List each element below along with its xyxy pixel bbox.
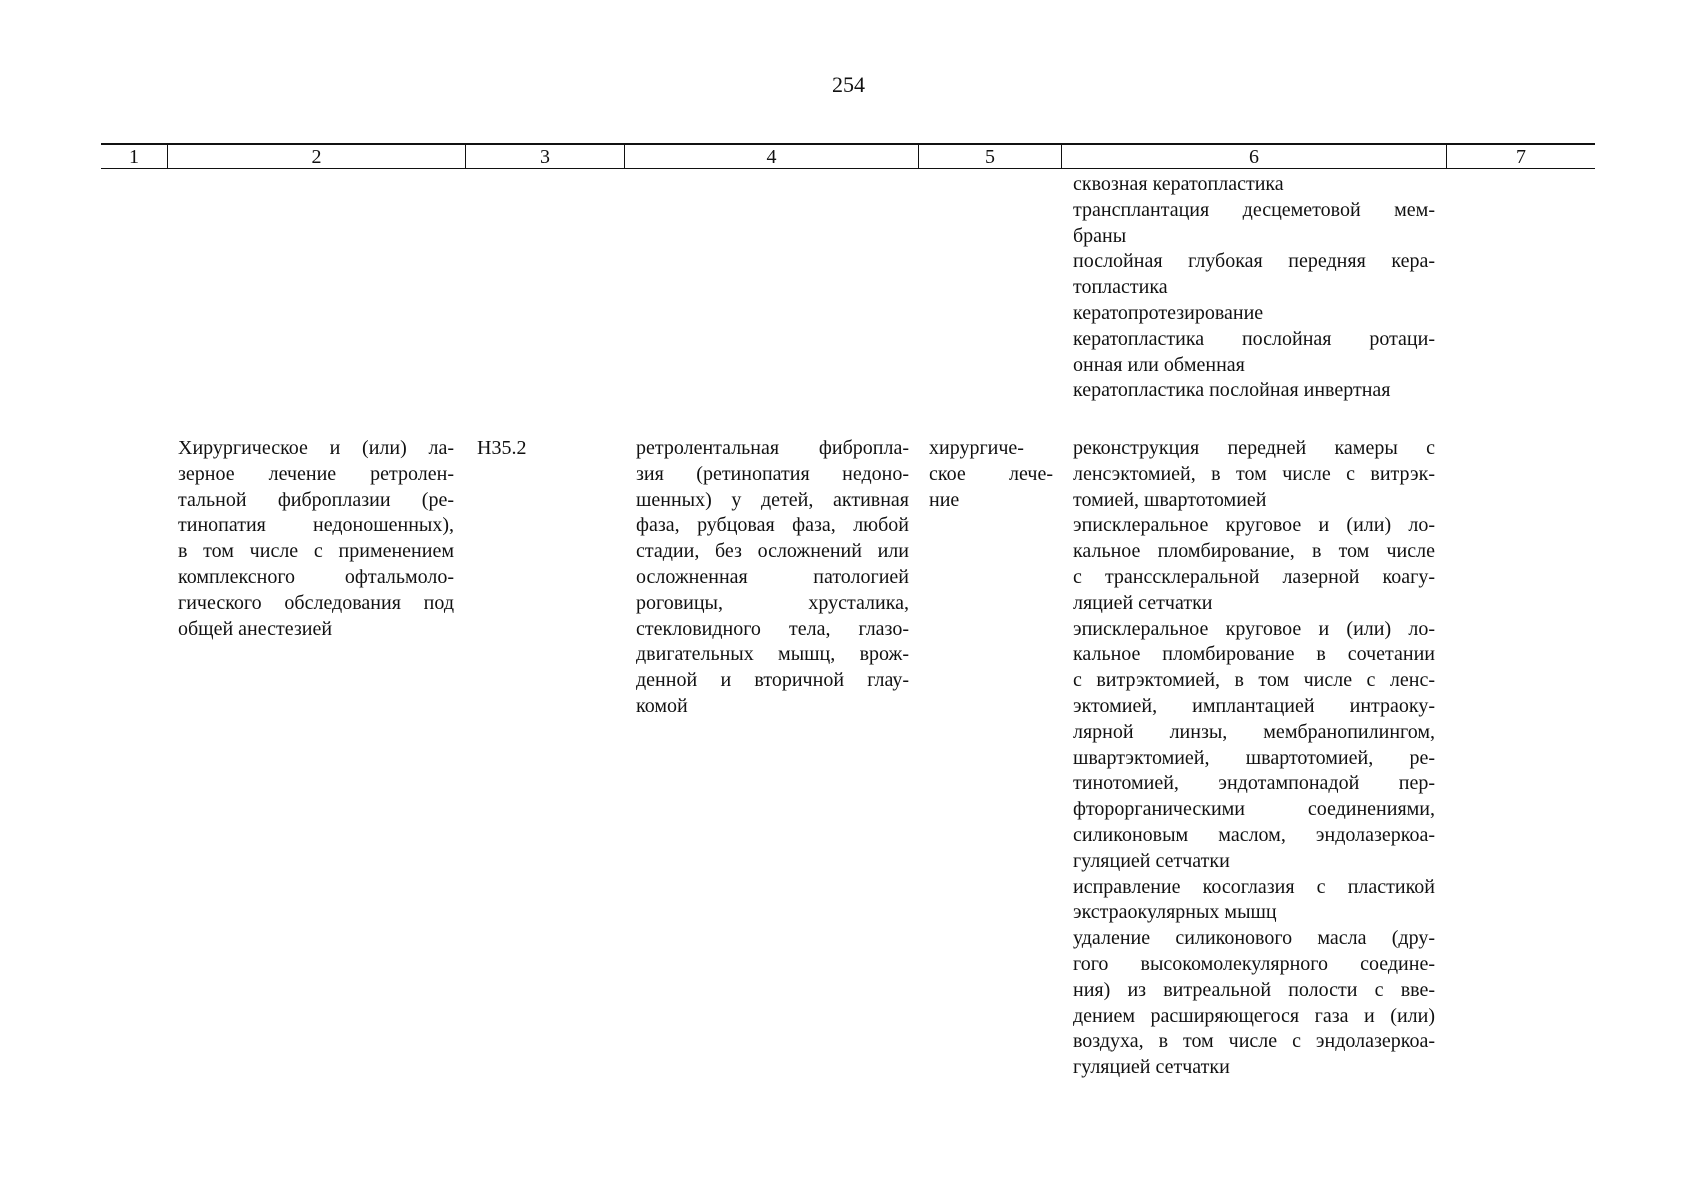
text-line: сквозная кератопластика (1073, 173, 1284, 195)
header-col-1: 1 (101, 145, 168, 169)
text-line: топластика (1073, 276, 1168, 299)
text-line: тинотомией, эндотампонадой пер- (1073, 772, 1435, 795)
text-line: послойная глубокая передняя кера- (1073, 250, 1435, 273)
header-col-5: 5 (919, 145, 1062, 169)
page-number: 254 (832, 72, 865, 97)
text-line: тинопатия недоношенных), (178, 514, 454, 537)
text-line: в том числе с применением (178, 540, 454, 563)
text-line: ленсэктомией, в том числе с витрэк- (1073, 462, 1435, 485)
text-line: трансплантация десцеметовой мем- (1073, 198, 1435, 221)
row-col4-diagnosis (636, 436, 909, 720)
text-line: экстраокулярных мышц (1073, 901, 1277, 924)
text-line: хирургиче- (929, 437, 1024, 459)
text-line: комплексного офтальмоло- (178, 565, 454, 588)
header-col-4: 4 (625, 145, 919, 169)
text-line: стекловидного тела, глазо- (636, 617, 909, 640)
text-line: комой (636, 694, 688, 717)
text-line: ния) из витреальной полости с вве- (1073, 978, 1435, 1001)
row-col6-methods (1073, 436, 1435, 1081)
text-line: воздуха, в том числе с эндолазеркоа- (1073, 1030, 1435, 1053)
text-line: ляцией сетчатки (1073, 591, 1213, 614)
table-header-row (101, 143, 1595, 169)
text-line: двигательных мышц, врож- (636, 643, 909, 666)
text-line: гуляцией сетчатки (1073, 849, 1230, 872)
text-line: зия (ретинопатия недоно- (636, 462, 909, 485)
text-line: силиконовым маслом, эндолазеркоа- (1073, 823, 1435, 846)
text-line: зерное лечение ретролен- (178, 462, 454, 485)
text-line: кератопластика послойная инвертная (1073, 379, 1391, 402)
continuation-col6 (1073, 172, 1435, 404)
header-col-6: 6 (1062, 145, 1447, 169)
text-line: фаза, рубцовая фаза, любой (636, 514, 909, 537)
text-line: гического обследования под (178, 591, 454, 614)
row-col2-treatment-name (178, 436, 454, 642)
text-line: тальной фиброплазии (ре- (178, 488, 454, 511)
text-line: денной и вторичной глау- (636, 669, 909, 692)
text-line: кератопластика послойная ротаци- (1073, 327, 1435, 350)
text-line: кератопротезирование (1073, 301, 1264, 324)
text-line: Хирургическое и (или) ла- (178, 437, 454, 459)
text-line: фторорганическими соединениями, (1073, 798, 1435, 821)
header-col-3: 3 (466, 145, 625, 169)
row-col5-treatment-type (929, 436, 1053, 513)
text-line: эписклеральное круговое и (или) ло- (1073, 617, 1435, 640)
text-line: эписклеральное круговое и (или) ло- (1073, 514, 1435, 537)
text-line: общей анестезией (178, 617, 333, 640)
text-line: эктомией, имплантацией интраоку- (1073, 694, 1435, 717)
text-line: осложненная патологией (636, 565, 909, 588)
text-line: ние (929, 488, 960, 511)
text-line: стадии, без осложнений или (636, 540, 909, 563)
text-line: гуляцией сетчатки (1073, 1056, 1230, 1079)
text-line: гого высокомолекулярного соедине- (1073, 952, 1435, 975)
text-line: с транссклеральной лазерной коагу- (1073, 565, 1435, 588)
text-line: реконструкция передней камеры с (1073, 437, 1435, 459)
row-col3-icd-code: H35.2 (477, 437, 527, 459)
text-line: роговицы, хрусталика, (636, 591, 909, 614)
text-line: с витрэктомией, в том числе с ленс- (1073, 669, 1435, 692)
text-line: кальное пломбирование, в том числе (1073, 540, 1435, 563)
text-line: швартэктомией, швартотомией, ре- (1073, 746, 1435, 769)
text-line: удаление силиконового масла (дру- (1073, 927, 1435, 950)
text-line: кальное пломбирование в сочетании (1073, 643, 1435, 666)
text-line: исправление косоглазия с пластикой (1073, 875, 1435, 898)
text-line: ретролентальная фибропла- (636, 437, 909, 459)
header-col-2: 2 (168, 145, 466, 169)
text-line: браны (1073, 224, 1127, 247)
text-line: лярной линзы, мембранопилингом, (1073, 720, 1435, 743)
text-line: шенных) у детей, активная (636, 488, 909, 511)
header-col-7: 7 (1516, 146, 1526, 168)
text-line: дением расширяющегося газа и (или) (1073, 1004, 1435, 1027)
text-line: томией, швартотомией (1073, 488, 1267, 511)
text-line: ское лече- (929, 462, 1053, 485)
text-line: онная или обменная (1073, 353, 1245, 376)
